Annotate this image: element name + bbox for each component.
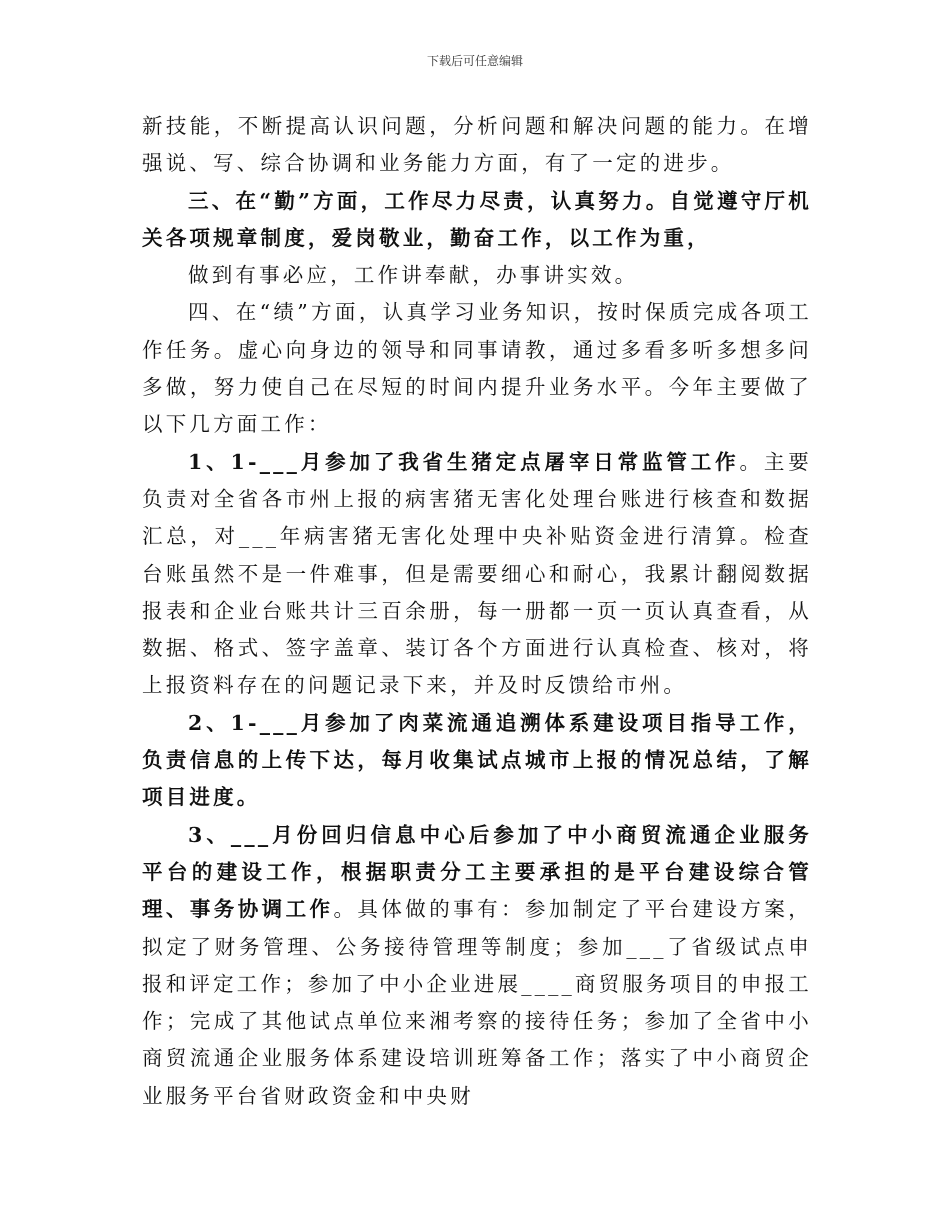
paragraph-7	[142, 817, 812, 1115]
document-body	[142, 108, 812, 1115]
paragraph-2	[142, 183, 812, 258]
paragraph-6	[142, 705, 812, 817]
paragraph-5	[142, 444, 812, 705]
paragraph-7-text: 。具体做的事有：参加制定了平台建设方案，拟定了财务管理、公务接待管理等制度；参加___了省级试点申报和评定工作；参加了中小企业进展____商贸服务项目的申报工作；完成了其他试点单位来湘考察的接待任务；参加了全省中小商贸流通企业服务体系建设培训班筹备工作；落实了中小商贸企业服务平台省财政资金和中央财	[142, 897, 812, 1108]
paragraph-1	[142, 108, 812, 183]
page-header: 下载后可任意编辑	[426, 54, 523, 68]
paragraph-7-heading: 3、___月份回归信息中心后参加了中小商贸流通企业服务平台的建设工作，根据职责分工主要承担的是平台建设综合管理、事务协调工作	[142, 822, 812, 922]
paragraph-4-text: 四、在“绩”方面，认真学习业务知识，按时保质完成各项工作任务。虚心向身边的领导和同事请教，通过多看多听多想多问多做，努力使自己在尽短的时间内提升业务水平。今年主要做了以下几方面工作：	[142, 300, 812, 437]
paragraph-6-text: 2、1-___月参加了肉菜流通追溯体系建设项目指导工作，负责信息的上传下达，每月收集试点城市上报的情况总结，了解项目进度。	[142, 710, 812, 810]
paragraph-3-text: 做到有事必应，工作讲奉献，办事讲实效。	[188, 263, 639, 288]
paragraph-1-text: 新技能，不断提高认识问题，分析问题和解决问题的能力。在增强说、写、综合协调和业务能力方面，有了一定的进步。	[142, 114, 812, 176]
paragraph-4	[142, 294, 812, 443]
paragraph-5-heading: 1、1-___月参加了我省生猪定点屠宰日常监管工作	[188, 449, 740, 474]
paragraph-3	[142, 257, 812, 294]
paragraph-5-text: 。主要负责对全省各市州上报的病害猪无害化处理台账进行核查和数据汇总，对___年病害猪无害化处理中央补贴资金进行清算。检查台账虽然不是一件难事，但是需要细心和耐心，我累计翻阅数据报表和企业台账共计三百余册，每一册都一页一页认真查看，从数据、格式、签字盖章、装订各个方面进行认真检查、核对，将上报资料存在的问题记录下来，并及时反馈给市州。	[142, 449, 812, 698]
paragraph-2-text: 三、在“勤”方面，工作尽力尽责，认真努力。自觉遵守厅机关各项规章制度，爱岗敬业，勤奋工作，以工作为重，	[142, 188, 812, 250]
